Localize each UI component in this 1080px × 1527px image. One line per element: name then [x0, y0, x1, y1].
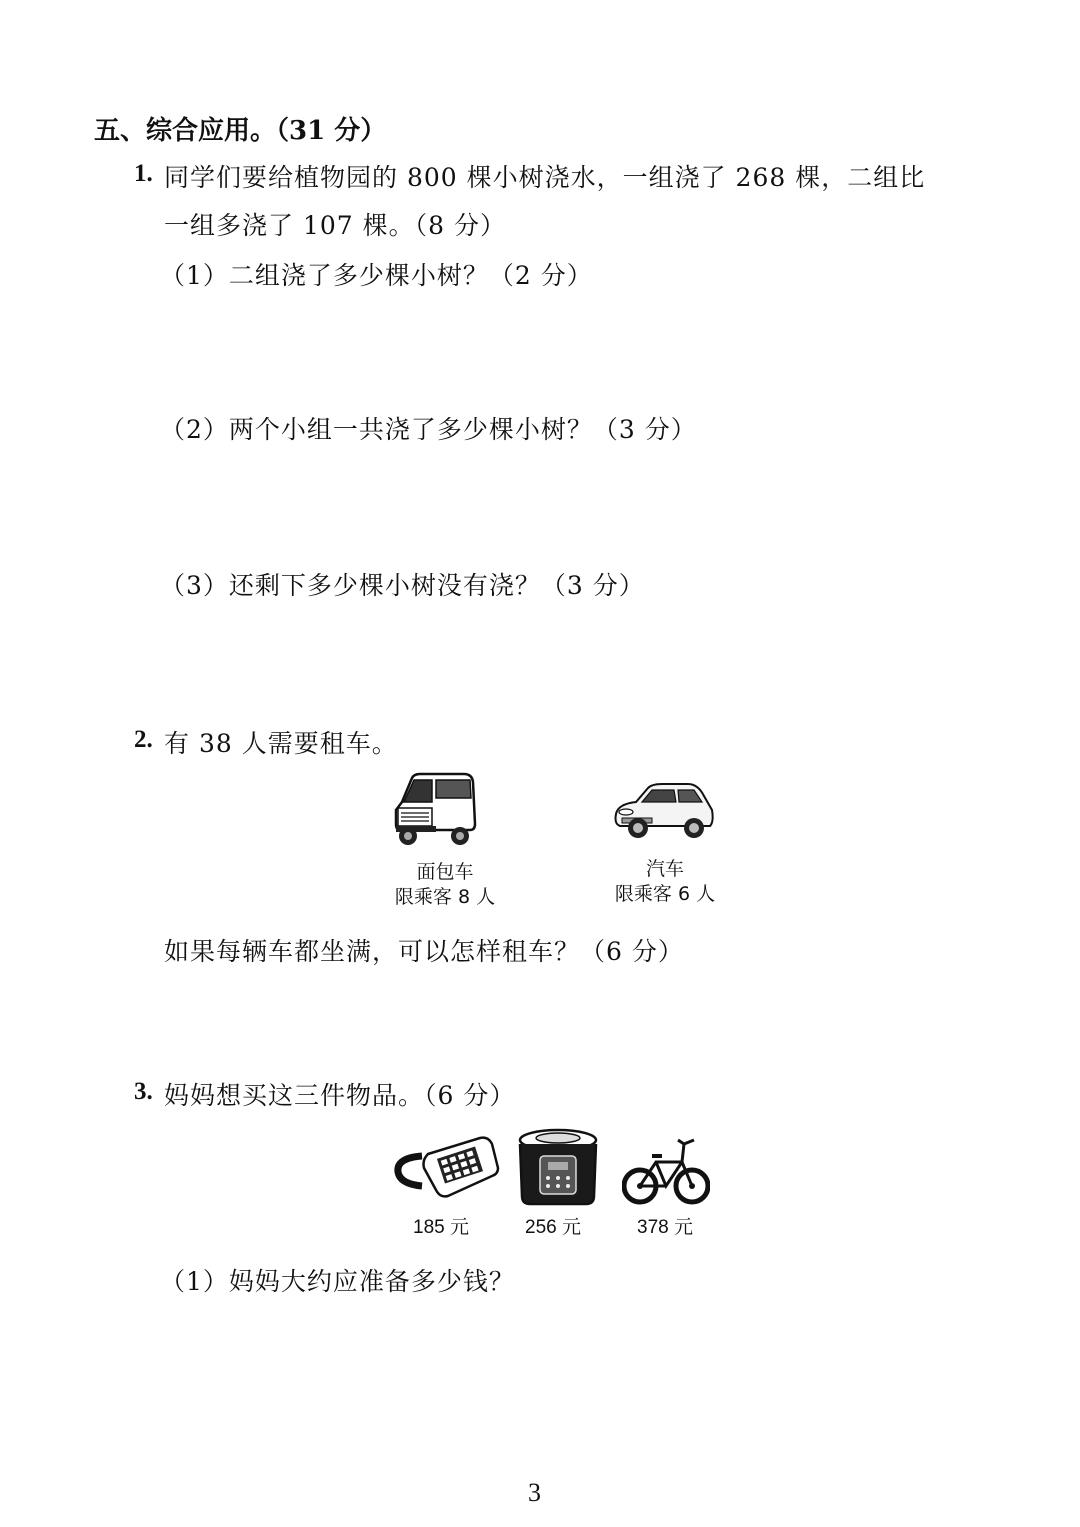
question-1-sub-2: （2）两个小组一共浇了多少棵小树？（3 分）: [160, 415, 697, 444]
bicycle-price: 378 元: [637, 1217, 693, 1238]
telephone-price: 185 元: [413, 1217, 469, 1238]
telephone-icon: [392, 1134, 500, 1200]
section-title: 五、综合应用。（31 分）: [94, 116, 387, 146]
van-name: 面包车: [416, 861, 474, 883]
question-1-number: 1.: [134, 160, 153, 187]
question-3-text: 妈妈想买这三件物品。（6 分）: [164, 1081, 516, 1110]
question-1-line-1: 同学们要给植物园的 800 棵小树浇水，一组浇了 268 棵，二组比: [164, 163, 926, 192]
question-2-text: 有 38 人需要租车。: [164, 729, 398, 758]
question-2-number: 2.: [134, 726, 153, 753]
van-limit: 限乘客 8 人: [394, 886, 496, 908]
car-icon: [612, 780, 716, 842]
car-name: 汽车: [645, 858, 684, 880]
question-1-line-2: 一组多浇了 107 棵。（8 分）: [164, 211, 506, 240]
rice-cooker-price: 256 元: [525, 1217, 581, 1238]
question-1-sub-1: （1）二组浇了多少棵小树？（2 分）: [160, 261, 593, 290]
car-limit: 限乘客 6 人: [614, 883, 716, 905]
page-number: 3: [528, 1478, 541, 1507]
bicycle-icon: [622, 1134, 710, 1208]
question-1-sub-3: （3）还剩下多少棵小树没有浇？（3 分）: [160, 571, 645, 600]
rice-cooker-icon: [514, 1126, 602, 1206]
question-3-number: 3.: [134, 1078, 153, 1105]
question-2-question: 如果每辆车都坐满，可以怎样租车？（6 分）: [164, 937, 684, 966]
van-icon: [392, 772, 478, 850]
question-3-sub-1: （1）妈妈大约应准备多少钱？: [160, 1267, 515, 1296]
